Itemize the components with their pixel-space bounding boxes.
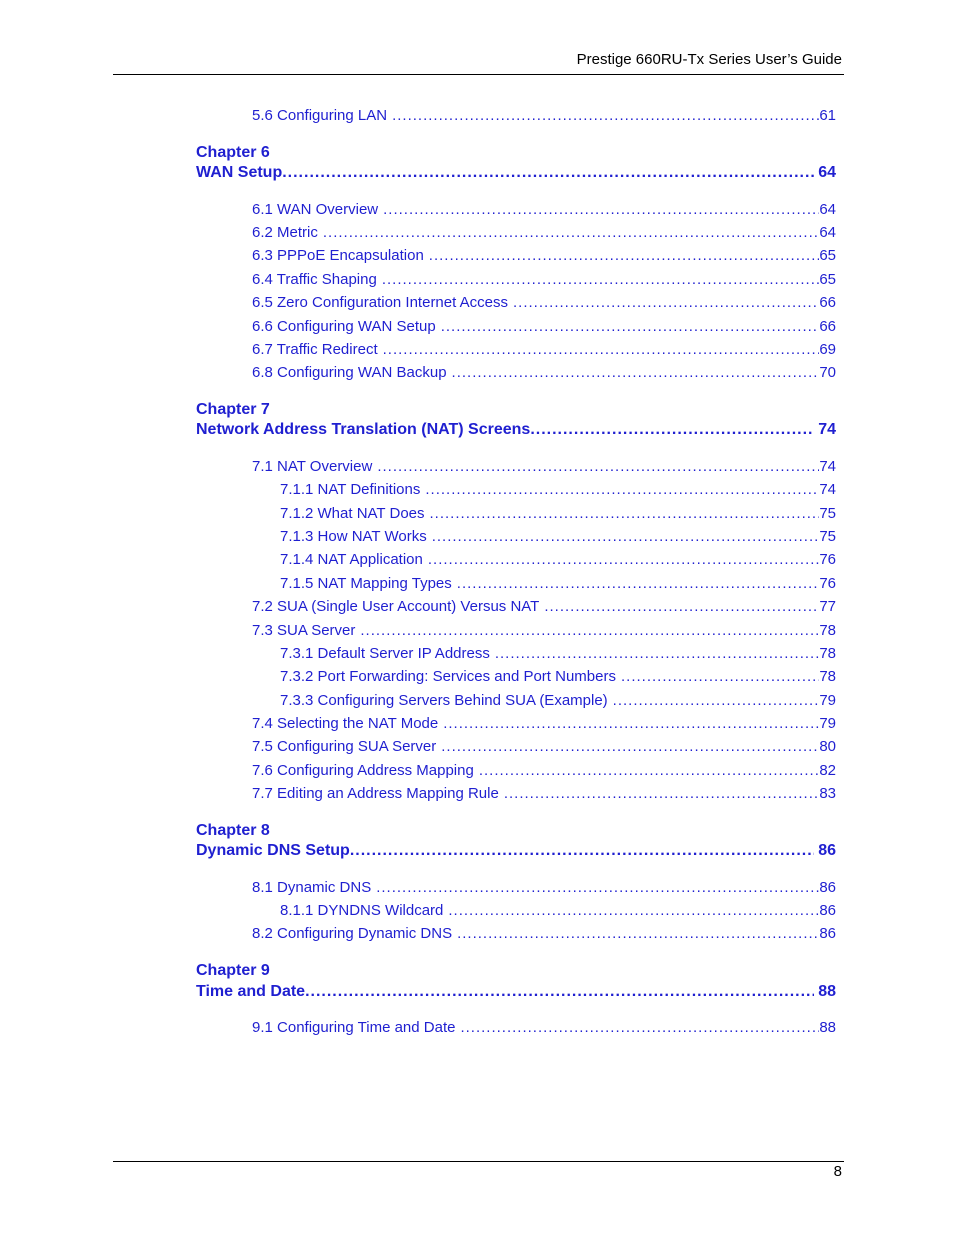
page-header-title: Prestige 660RU-Tx Series User’s Guide <box>576 51 842 68</box>
toc-entry-7-7[interactable]: 7.7 Editing an Address Mapping Rule ..... 83 <box>252 784 836 804</box>
chapter-8-entry[interactable]: Dynamic DNS Setup ..... 86 <box>196 840 836 862</box>
toc-entry-7-3-2[interactable]: 7.3.2 Port Forwarding: Services and Port Numbers ..... 78 <box>280 667 836 687</box>
toc-entry-7-1-3[interactable]: 7.1.3 How NAT Works ..... 75 <box>280 527 836 547</box>
chapter-9-entry[interactable]: Time and Date ..... 88 <box>196 981 836 1003</box>
chapter-6-entry[interactable]: WAN Setup ..... 64 <box>196 162 836 184</box>
toc-entry-7-1-5[interactable]: 7.1.5 NAT Mapping Types ..... 76 <box>280 574 836 594</box>
toc-entry-6-2[interactable]: 6.2 Metric ..... 64 <box>252 223 836 243</box>
toc-entry-7-1-4[interactable]: 7.1.4 NAT Application ..... 76 <box>280 550 836 570</box>
toc-entry-6-1[interactable]: 6.1 WAN Overview ..... 64 <box>252 200 836 220</box>
chapter-9-label[interactable]: Chapter 9 <box>196 962 270 979</box>
toc-entry-7-3-3[interactable]: 7.3.3 Configuring Servers Behind SUA (Example) ..... 79 <box>280 691 836 711</box>
toc-entry-7-1-2[interactable]: 7.1.2 What NAT Does ..... 75 <box>280 504 836 524</box>
toc-entry-5-6[interactable]: 5.6 Configuring LAN ..... 61 <box>252 106 836 126</box>
chapter-7-entry[interactable]: Network Address Translation (NAT) Screens ..... 74 <box>196 419 836 441</box>
toc-entry-8-1[interactable]: 8.1 Dynamic DNS ..... 86 <box>252 878 836 898</box>
toc-entry-6-3[interactable]: 6.3 PPPoE Encapsulation ..... 65 <box>252 246 836 266</box>
toc-entry-7-1-1[interactable]: 7.1.1 NAT Definitions ..... 74 <box>280 480 836 500</box>
toc-entry-7-6[interactable]: 7.6 Configuring Address Mapping ..... 82 <box>252 761 836 781</box>
toc-entry-8-1-1[interactable]: 8.1.1 DYNDNS Wildcard ..... 86 <box>280 901 836 921</box>
toc-entry-7-4[interactable]: 7.4 Selecting the NAT Mode ..... 79 <box>252 714 836 734</box>
footer-rule <box>113 1161 844 1162</box>
chapter-8-label[interactable]: Chapter 8 <box>196 822 270 839</box>
toc-entry-9-1[interactable]: 9.1 Configuring Time and Date ..... 88 <box>252 1018 836 1038</box>
toc-entry-7-3[interactable]: 7.3 SUA Server ..... 78 <box>252 621 836 641</box>
page-number: 8 <box>833 1163 842 1180</box>
toc-entry-7-5[interactable]: 7.5 Configuring SUA Server ..... 80 <box>252 737 836 757</box>
toc-entry-6-8[interactable]: 6.8 Configuring WAN Backup ..... 70 <box>252 363 836 383</box>
toc-entry-7-1[interactable]: 7.1 NAT Overview ..... 74 <box>252 457 836 477</box>
toc-entry-6-5[interactable]: 6.5 Zero Configuration Internet Access ..... 66 <box>252 293 836 313</box>
toc-entry-8-2[interactable]: 8.2 Configuring Dynamic DNS ..... 86 <box>252 924 836 944</box>
chapter-7-label[interactable]: Chapter 7 <box>196 401 270 418</box>
toc-entry-6-7[interactable]: 6.7 Traffic Redirect ..... 69 <box>252 340 836 360</box>
toc-entry-6-6[interactable]: 6.6 Configuring WAN Setup ..... 66 <box>252 317 836 337</box>
toc-entry-7-2[interactable]: 7.2 SUA (Single User Account) Versus NAT ..... 77 <box>252 597 836 617</box>
toc-entry-7-3-1[interactable]: 7.3.1 Default Server IP Address ..... 78 <box>280 644 836 664</box>
toc-entry-6-4[interactable]: 6.4 Traffic Shaping ..... 65 <box>252 270 836 290</box>
chapter-6-label[interactable]: Chapter 6 <box>196 144 270 161</box>
